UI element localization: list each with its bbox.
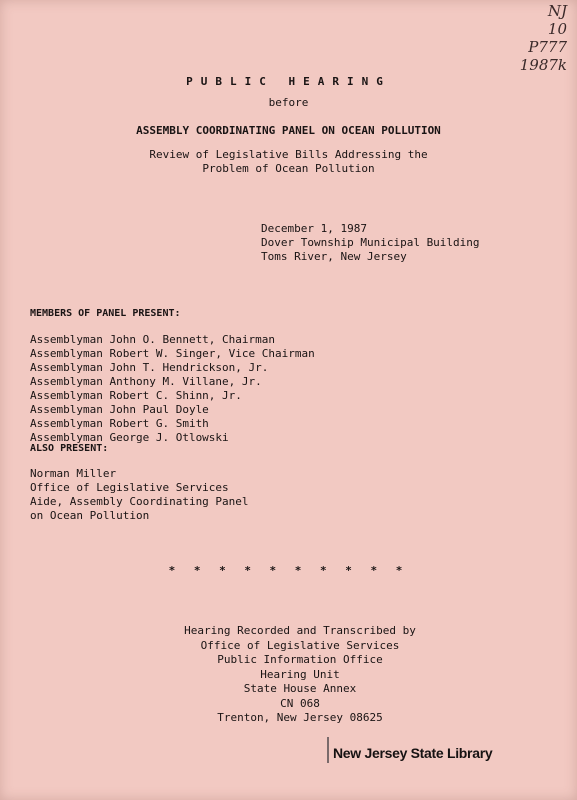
credit-line: State House Annex xyxy=(243,682,357,695)
also-present-heading: ALSO PRESENT: xyxy=(30,443,109,454)
handwritten-line: 1987k xyxy=(519,56,567,74)
hearing-details xyxy=(261,222,480,264)
credit-line: Hearing Recorded and Transcribed by xyxy=(184,624,416,637)
member-item: Assemblyman John Paul Doyle xyxy=(30,403,209,416)
handwritten-call-number xyxy=(497,2,567,74)
also-present-item: on Ocean Pollution xyxy=(30,509,150,522)
also-present-item: Aide, Assembly Coordinating Panel xyxy=(30,495,249,508)
subject-line: Problem of Ocean Pollution xyxy=(202,162,375,175)
member-item: Assemblyman Robert W. Singer, Vice Chairman xyxy=(30,347,315,360)
also-present-item: Office of Legislative Services xyxy=(30,481,229,494)
handwritten-line: 10 xyxy=(547,20,567,38)
credit-line: Hearing Unit xyxy=(260,667,340,681)
members-heading: MEMBERS OF PANEL PRESENT: xyxy=(30,308,181,319)
member-item: Assemblyman John T. Hendrickson, Jr. xyxy=(30,361,269,374)
handwritten-line: NJ xyxy=(547,2,567,20)
member-item: Assemblyman John O. Bennett, Chairman xyxy=(30,333,276,346)
credit-line: Trenton, New Jersey 08625 xyxy=(217,711,383,724)
panel-name: ASSEMBLY COORDINATING PANEL ON OCEAN POLLUTION xyxy=(136,124,441,137)
separator: * * * * * * * * * * xyxy=(168,564,409,577)
hearing-city: Toms River, New Jersey xyxy=(261,250,407,263)
also-present-list xyxy=(30,467,249,523)
also-present-item: Norman Miller xyxy=(30,467,117,480)
member-item: Assemblyman George J. Otlowski xyxy=(30,431,229,444)
member-item: Assemblyman Robert G. Smith xyxy=(30,417,209,430)
member-item: Assemblyman Anthony M. Villane, Jr. xyxy=(30,375,262,388)
document-title: PUBLIC HEARING xyxy=(186,75,391,88)
members-list xyxy=(30,333,315,445)
credit-line: Office of Legislative Services xyxy=(200,638,400,652)
member-item: Assemblyman Robert C. Shinn, Jr. xyxy=(30,389,242,402)
stamp-mark xyxy=(327,737,329,763)
subject-line: Review of Legislative Bills Addressing the xyxy=(149,148,428,161)
transcription-credit xyxy=(0,624,577,726)
hearing-subject xyxy=(0,148,577,176)
hearing-place: Dover Township Municipal Building xyxy=(261,236,480,249)
hearing-date: December 1, 1987 xyxy=(261,222,367,235)
before-label: before xyxy=(268,96,309,109)
handwritten-line: P777 xyxy=(528,38,567,56)
credit-line: Public Information Office xyxy=(217,653,383,666)
library-stamp: New Jersey State Library xyxy=(333,745,493,761)
credit-line: CN 068 xyxy=(280,696,320,710)
